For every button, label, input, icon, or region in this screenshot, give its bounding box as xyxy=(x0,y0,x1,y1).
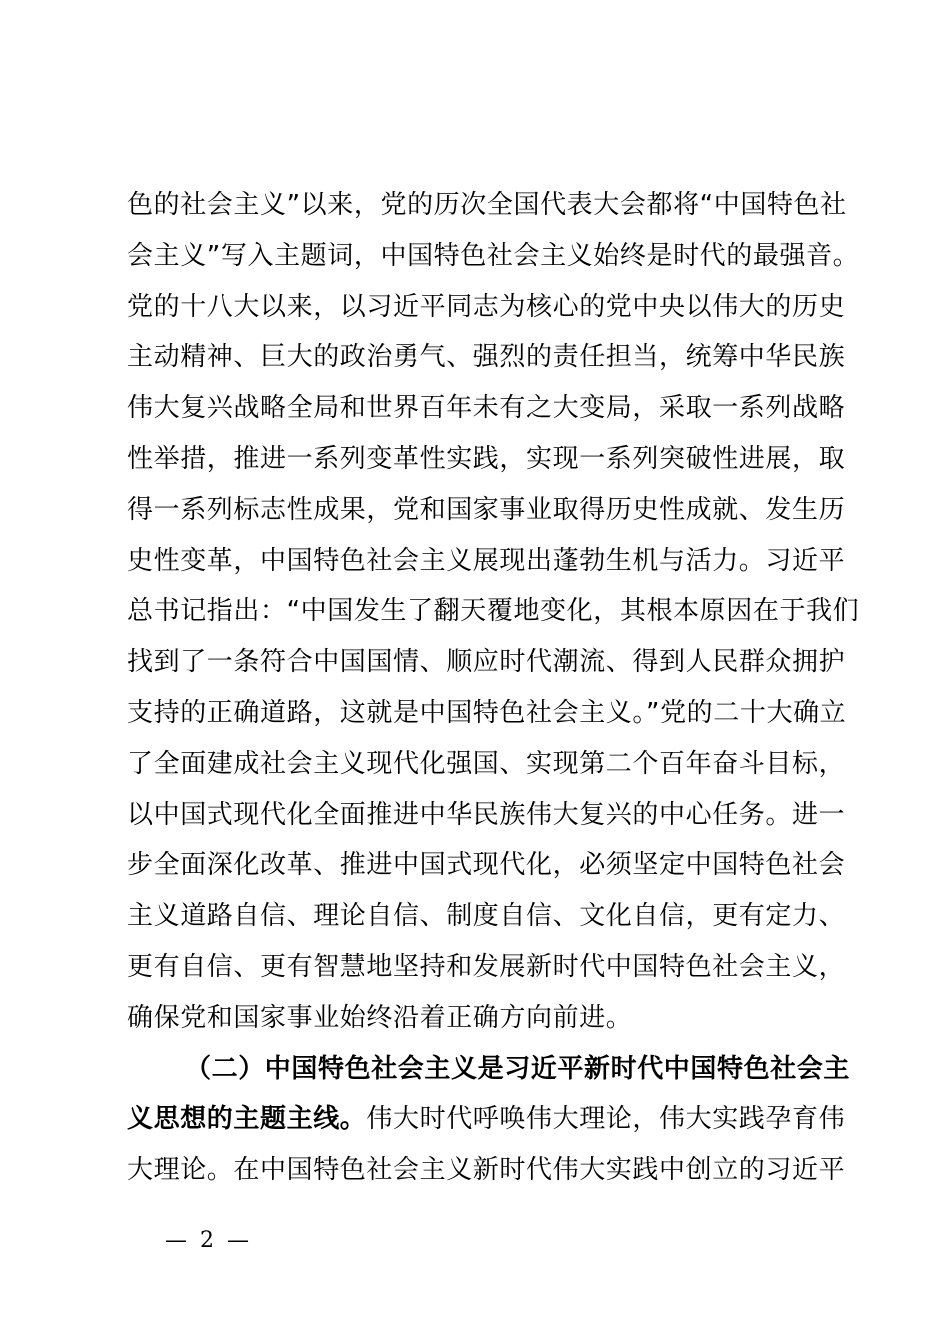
paragraph-line: 更有自信、更有智慧地坚持和发展新时代中国特色社会主义， xyxy=(127,951,846,982)
paragraph-line: 得一系列标志性成果，党和国家事业取得历史性成就、发生历 xyxy=(127,494,846,525)
paragraph-text: 伟大时代呼唤伟大理论，伟大实践孕育伟 xyxy=(366,1104,846,1135)
section-heading-text: 义思想的主题主线。 xyxy=(127,1104,367,1135)
paragraph-line: 了全面建成社会主义现代化强国、实现第二个百年奋斗目标， xyxy=(127,748,846,779)
section-heading-line xyxy=(127,1094,846,1145)
body-text xyxy=(127,180,860,1196)
paragraph-line: 总书记指出：“中国发生了翻天覆地变化，其根本原因在于我们 xyxy=(127,596,860,627)
section-heading-text: （二）中国特色社会主义是习近平新时代中国特色社会主 xyxy=(185,1053,851,1084)
paragraph-line: 党的十八大以来，以习近平同志为核心的党中央以伟大的历史 xyxy=(127,291,846,322)
paragraph-line: 会主义”写入主题词，中国特色社会主义始终是时代的最强音。 xyxy=(127,240,860,271)
paragraph-line: 步全面深化改革、推进中国式现代化，必须坚定中国特色社会 xyxy=(127,850,846,881)
paragraph-line: 史性变革，中国特色社会主义展现出蓬勃生机与活力。习近平 xyxy=(127,545,846,576)
paragraph-line: 色的社会主义”以来，党的历次全国代表大会都将“中国特色社 xyxy=(127,190,847,220)
paragraph-line: 支持的正确道路，这就是中国特色社会主义。”党的二十大确立 xyxy=(127,697,847,728)
paragraph-line: 以中国式现代化全面推进中华民族伟大复兴的中心任务。进一 xyxy=(127,799,846,830)
paragraph-line: 伟大复兴战略全局和世界百年未有之大变局，采取一系列战略 xyxy=(127,393,846,424)
paragraph-line: 主义道路自信、理论自信、制度自信、文化自信，更有定力、 xyxy=(127,901,846,932)
paragraph-line: 主动精神、巨大的政治勇气、强烈的责任担当，统筹中华民族 xyxy=(127,342,846,373)
paragraph-line: 大理论。在中国特色社会主义新时代伟大实践中创立的习近平 xyxy=(127,1155,846,1186)
paragraph-line: 找到了一条符合中国国情、顺应时代潮流、得到人民群众拥护 xyxy=(127,647,846,678)
section-heading-line xyxy=(127,1044,851,1095)
paragraph-line: 确保党和国家事业始终沿着正确方向前进。 xyxy=(127,1002,633,1033)
paragraph-line: 性举措，推进一系列变革性实践，实现一系列突破性进展，取 xyxy=(127,443,846,474)
page-number: — 2 — xyxy=(165,1228,252,1253)
